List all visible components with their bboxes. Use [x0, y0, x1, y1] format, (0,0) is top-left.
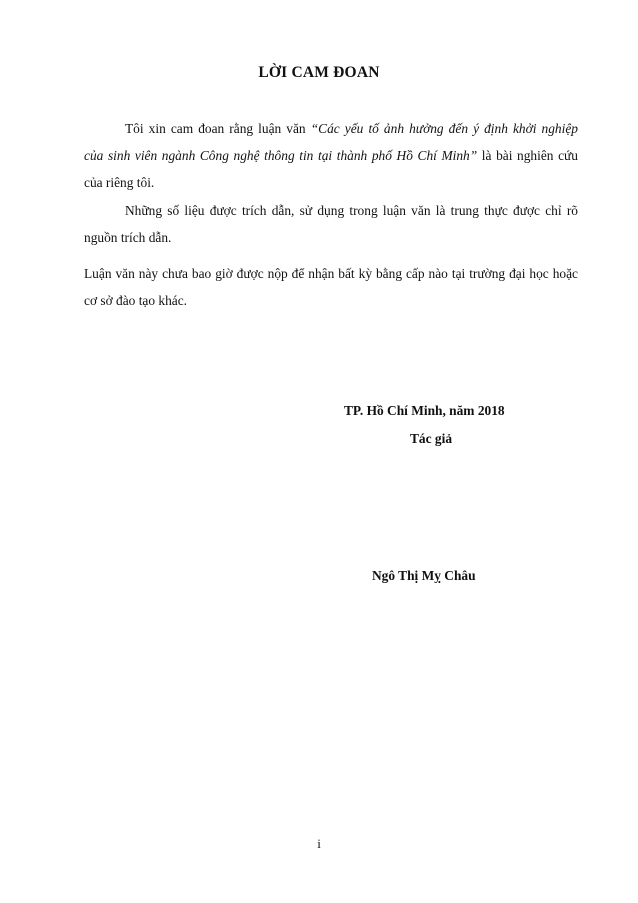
- thesis-title-text: “Các yếu tố ảnh hưởng đến ý định khởi nghiệp: [310, 121, 578, 136]
- paragraph-line: Luận văn này chưa bao giờ được nộp để nhận bất kỳ bằng cấp nào tại trường đại học hoặc: [84, 266, 578, 281]
- signature-role: Tác giả: [410, 431, 453, 446]
- submission-paragraph: [84, 260, 578, 314]
- paragraph-line: cơ sở đào tạo khác.: [84, 293, 188, 308]
- text-run: là bài nghiên cứu: [477, 148, 578, 163]
- page-number: i: [317, 836, 321, 851]
- page-title: LỜI CAM ĐOAN: [258, 64, 380, 81]
- thesis-title-text: của sinh viên ngành Công nghệ thông tin tại thành phố Hồ Chí Minh”: [84, 148, 478, 163]
- signature-place-date: TP. Hồ Chí Minh, năm 2018: [344, 403, 505, 418]
- text-run: Tôi xin cam đoan rằng luận văn: [125, 121, 311, 136]
- paragraph-line: của riêng tôi.: [84, 175, 155, 190]
- paragraph-line: [84, 115, 578, 142]
- paragraph-line: Những số liệu được trích dẫn, sử dụng trong luận văn là trung thực được chỉ rõ: [125, 203, 578, 218]
- author-name: Ngô Thị Mỵ Châu: [372, 568, 476, 583]
- sources-paragraph: [84, 197, 578, 251]
- declaration-paragraph: [84, 115, 578, 196]
- paragraph-line: nguồn trích dẫn.: [84, 230, 172, 245]
- paragraph-line: [84, 142, 578, 169]
